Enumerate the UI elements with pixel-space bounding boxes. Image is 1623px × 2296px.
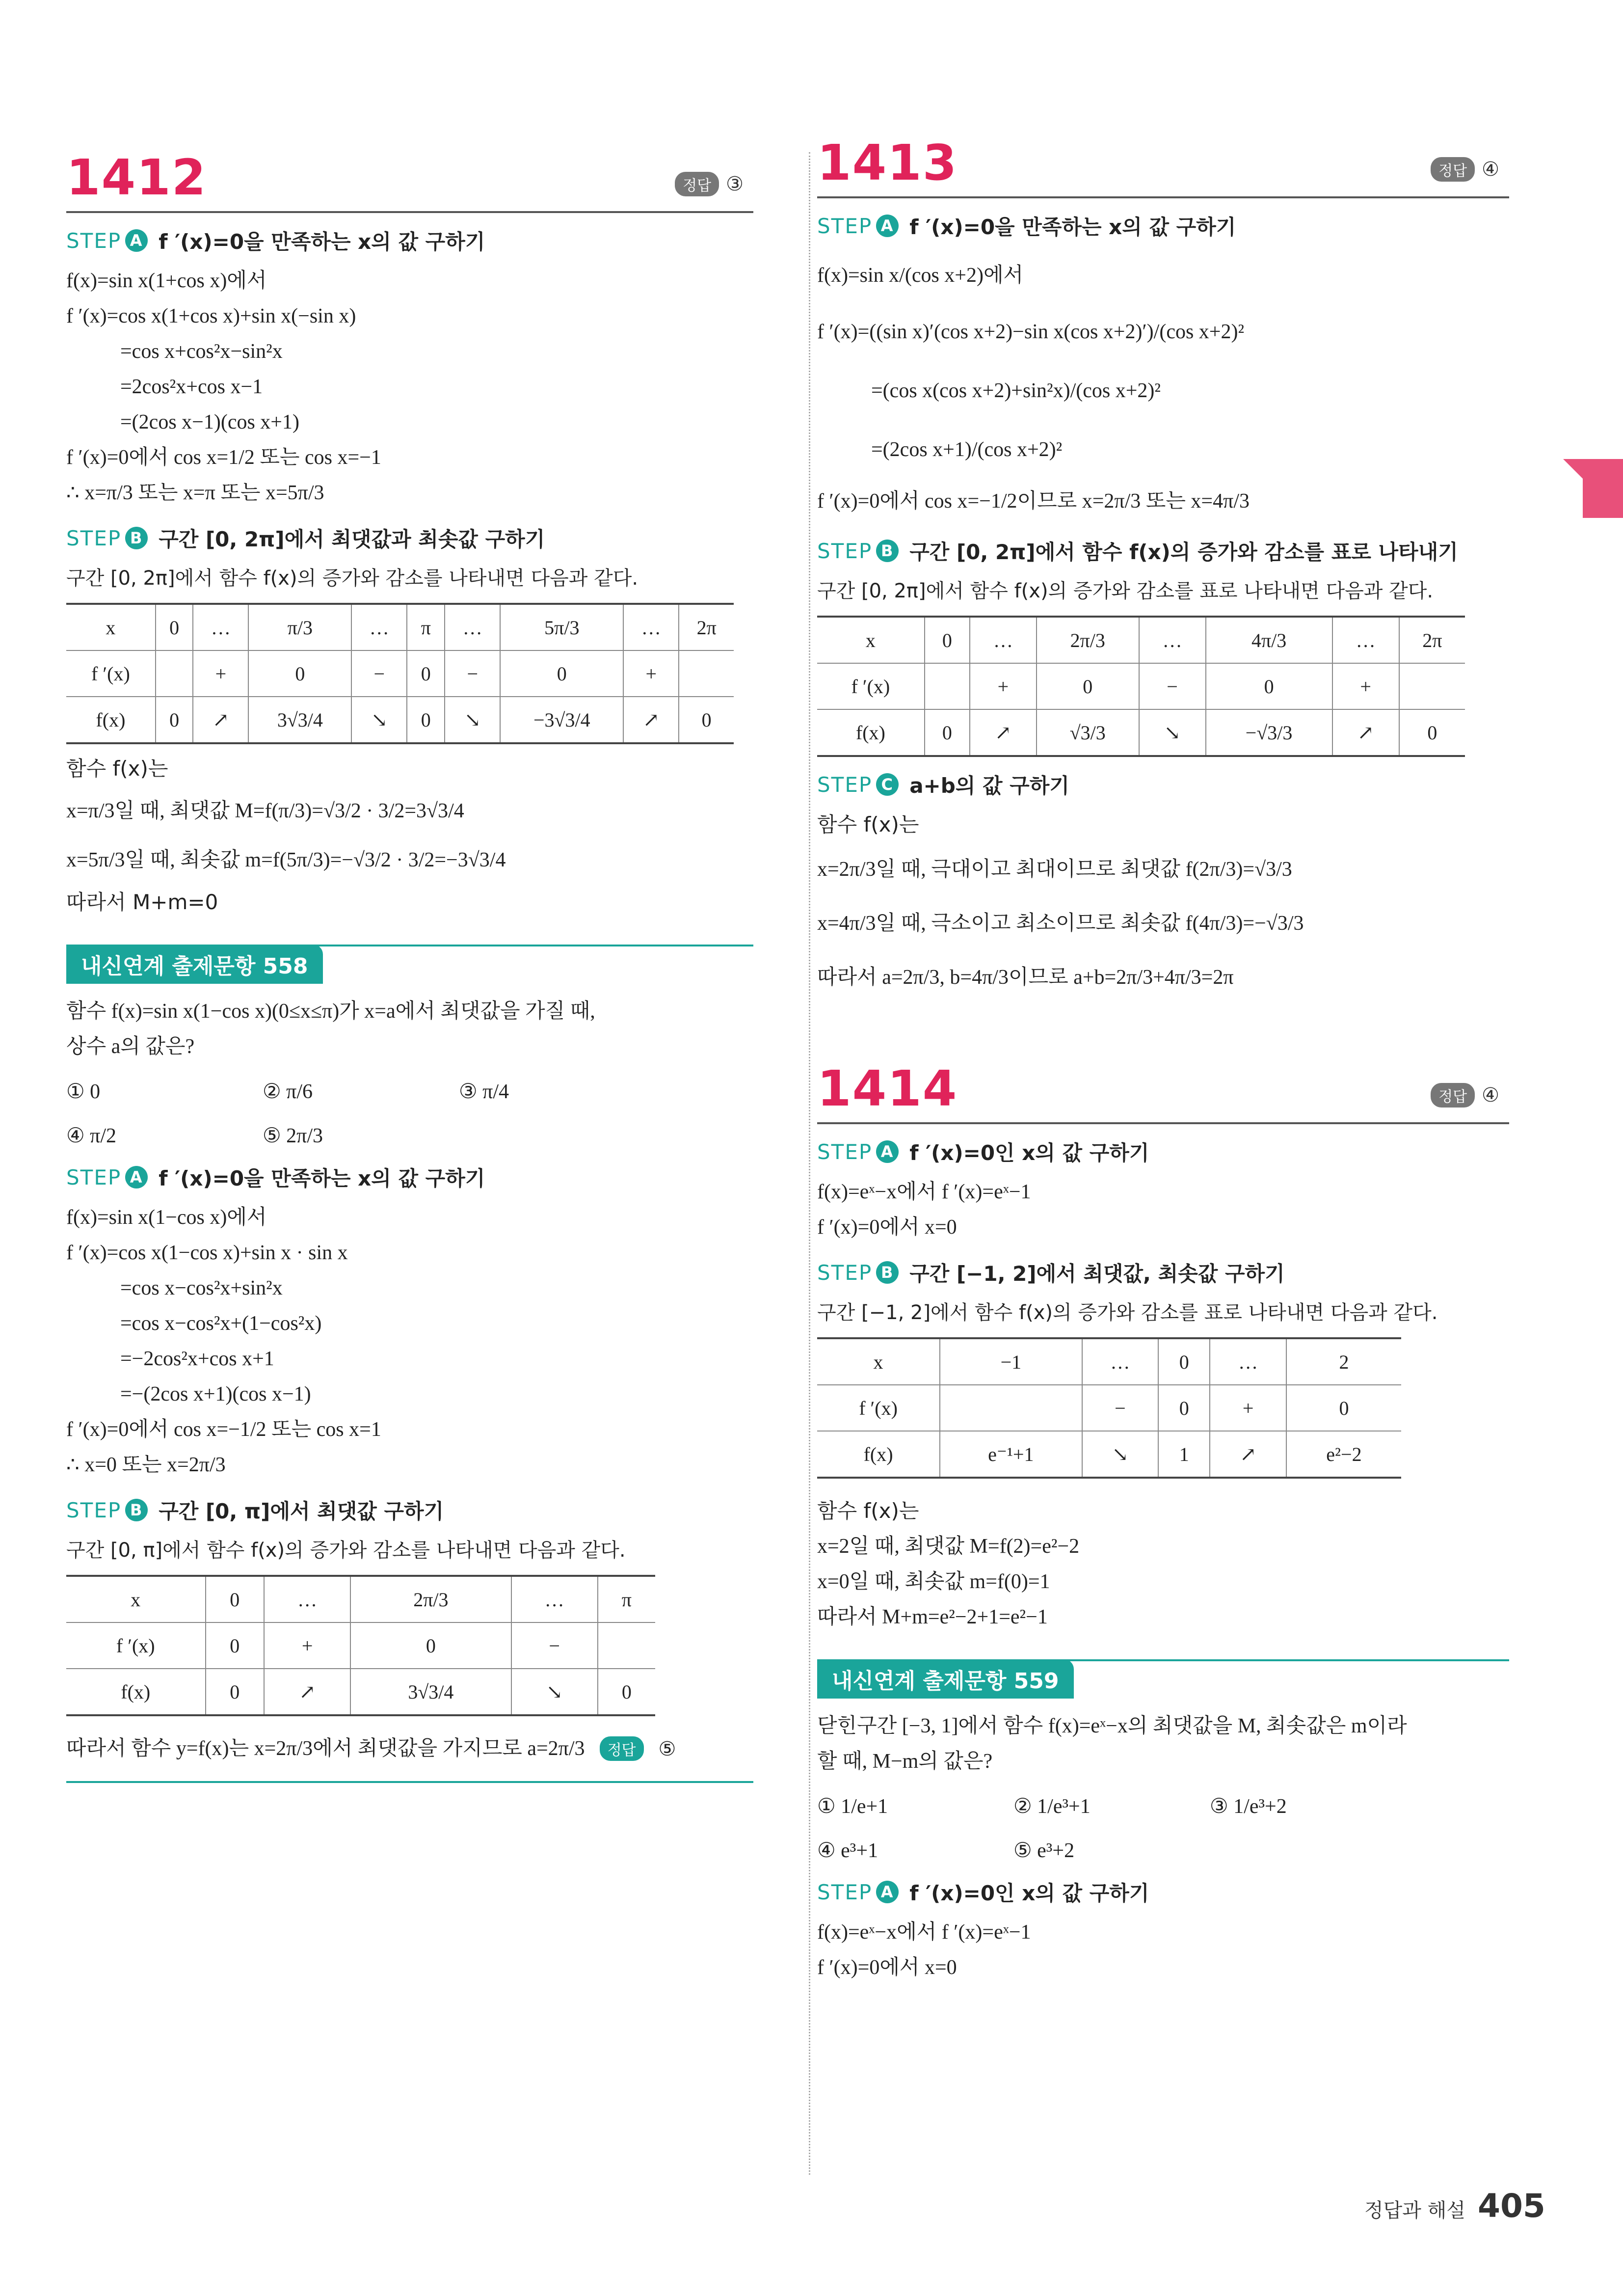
answer-value: ④ bbox=[1482, 158, 1499, 181]
step-a-heading: STEP A f ′(x)=0을 만족하는 x의 값 구하기 bbox=[817, 214, 1236, 239]
page-footer bbox=[1364, 2187, 1545, 2225]
variation-table-1414: x −1 … 0 … 2 f ′(x) − 0 + 0 f(x) e⁻¹+1 ↘ 1 ↗ e²−2 bbox=[817, 1337, 1401, 1479]
choice[interactable]: ③ π/4 bbox=[459, 1080, 509, 1103]
answer-value: ⑤ bbox=[658, 1737, 676, 1760]
choice[interactable]: ② π/6 bbox=[263, 1080, 313, 1103]
answer-label: 정답 bbox=[1431, 157, 1475, 182]
answer-box bbox=[1431, 157, 1499, 182]
answer-box bbox=[1431, 1083, 1499, 1107]
step-a-body-1414: f(x)=eˣ−x에서 f ′(x)=eˣ−1 f ′(x)=0에서 x=0 bbox=[817, 1181, 1031, 1239]
step-a-body: f(x)=sin x(1+cos x)에서 f ′(x)=cos x(1+cos x)+sin x(−sin x) =cos x+cos²x−sin²x =2cos²x+cos x−1 =(2cos x−1)(cos x+1) f ′(x)=0에서 cos x=1/2 또는 cos x=−1 ∴ x=π/3 또는 x=π 또는 x=5π/3 bbox=[66, 270, 381, 504]
step-c-heading: STEP C a+b의 값 구하기 bbox=[817, 772, 1069, 798]
section-divider bbox=[66, 1781, 753, 1783]
step-a-heading-1414: STEP A f ′(x)=0인 x의 값 구하기 bbox=[817, 1139, 1149, 1165]
footer-label: 정답과 해설 bbox=[1364, 2199, 1465, 2222]
step-b-heading: STEP B 구간 [0, 2π]에서 최댓값과 최솟값 구하기 bbox=[66, 526, 545, 551]
left-column bbox=[66, 147, 753, 1783]
column-separator bbox=[809, 152, 810, 2175]
conclusion-1414: 함수 f(x)는 x=2일 때, 최댓값 M=f(2)=e²−2 x=0일 때, 최솟값 m=f(0)=1 따라서 M+m=e²−2+1=e²−1 bbox=[817, 1499, 1080, 1628]
problem-number: 1412 bbox=[66, 149, 207, 206]
choice[interactable]: ⑤ 2π/3 bbox=[263, 1125, 323, 1147]
conclusion-1412: 함수 f(x)는 x=π/3일 때, 최댓값 M=f(π/3)=√3/2 · 3/2=3√3/4 x=5π/3일 때, 최솟값 m=f(5π/3)=−√3/2 · 3/2=−3√3/4 따라서 M+m=0 bbox=[66, 756, 506, 914]
step-a-body: f(x)=sin x/(cos x+2)에서 f ′(x)=((sin x)′(cos x+2)−sin x(cos x+2)′)/(cos x+2)² =(cos x(cos x+2)+sin²x)/(cos x+2)² =(2cos x+1)/(cos x+2)² f ′(x)=0에서 cos x=−1/2이므로 x=2π/3 또는 x=4π/3 bbox=[817, 264, 1250, 513]
related-problem-banner-559: 내신연계 출제문항 559 bbox=[817, 1654, 1509, 1699]
question-558: 함수 f(x)=sin x(1−cos x)(0≤x≤π)가 x=a에서 최댓값을 가질 때, 상수 a의 값은? bbox=[66, 1000, 595, 1058]
variation-table-558: x 0 … 2π/3 … π f ′(x) 0 + 0 − f(x) 0 ↗ 3√3/4 ↘ 0 bbox=[66, 1575, 655, 1716]
step-a-heading-559: STEP A f ′(x)=0인 x의 값 구하기 bbox=[817, 1880, 1149, 1905]
answer-label: 정답 bbox=[675, 172, 719, 196]
chapter-side-tab bbox=[1583, 459, 1623, 518]
step-b-intro: 구간 [0, 2π]에서 함수 f(x)의 증가와 감소를 표로 나타내면 다음과 같다. bbox=[817, 580, 1434, 602]
problem-header-1413 bbox=[817, 133, 1509, 198]
answer-label: 정답 bbox=[1431, 1083, 1475, 1107]
choice[interactable]: ② 1/e³+1 bbox=[1013, 1795, 1091, 1818]
choice[interactable]: ④ π/2 bbox=[66, 1125, 117, 1147]
choice[interactable]: ③ 1/e³+2 bbox=[1210, 1795, 1287, 1818]
step-a-heading-558: STEP A f ′(x)=0을 만족하는 x의 값 구하기 bbox=[66, 1165, 485, 1190]
problem-header-1414 bbox=[817, 1058, 1509, 1124]
page-number: 405 bbox=[1478, 2187, 1545, 2225]
choice[interactable]: ① 1/e+1 bbox=[817, 1795, 888, 1818]
answer-label: 정답 bbox=[600, 1736, 644, 1761]
step-b-heading: STEP B 구간 [0, 2π]에서 함수 f(x)의 증가와 감소를 표로 나타내기 bbox=[817, 539, 1458, 564]
step-a-body-558: f(x)=sin x(1−cos x)에서 f ′(x)=cos x(1−cos x)+sin x · sin x =cos x−cos²x+sin²x =cos x−cos²x+(1−cos²x) =−2cos²x+cos x+1 =−(2cos x+1)(cos x−1) f ′(x)=0에서 cos x=−1/2 또는 cos x=1 ∴ x=0 또는 x=2π/3 bbox=[66, 1206, 381, 1476]
step-a-heading: STEP A f ′(x)=0을 만족하는 x의 값 구하기 bbox=[66, 228, 485, 254]
choices-559 bbox=[817, 1794, 1509, 1863]
step-b-intro-558: 구간 [0, π]에서 함수 f(x)의 증가와 감소를 나타내면 다음과 같다. bbox=[66, 1539, 626, 1562]
answer-value: ③ bbox=[726, 173, 744, 195]
question-559: 닫힌구간 [−3, 1]에서 함수 f(x)=eˣ−x의 최댓값을 M, 최솟값은 m이라 할 때, M−m의 값은? bbox=[817, 1715, 1407, 1773]
step-b-heading-558: STEP B 구간 [0, π]에서 최댓값 구하기 bbox=[66, 1498, 444, 1523]
problem-number: 1414 bbox=[817, 1060, 958, 1117]
step-b-heading-1414: STEP B 구간 [−1, 2]에서 최댓값, 최솟값 구하기 bbox=[817, 1260, 1285, 1286]
choices-558 bbox=[66, 1079, 753, 1148]
final-558: 따라서 함수 y=f(x)는 x=2π/3에서 최댓값을 가지므로 a=2π/3 정답 ⑤ bbox=[66, 1737, 676, 1760]
problem-number: 1413 bbox=[817, 134, 958, 191]
choice[interactable]: ④ e³+1 bbox=[817, 1839, 878, 1862]
variation-table-1413: x 0 … 2π/3 … 4π/3 … 2π f ′(x) + 0 − 0 + f(x) 0 ↗ √3/3 ↘ −√3/3 ↗ 0 bbox=[817, 616, 1465, 757]
step-b-intro-1414: 구간 [−1, 2]에서 함수 f(x)의 증가와 감소를 표로 나타내면 다음과 같다. bbox=[817, 1301, 1438, 1324]
choice[interactable]: ⑤ e³+2 bbox=[1013, 1839, 1075, 1862]
right-column bbox=[817, 133, 1509, 1985]
answer-box bbox=[675, 172, 744, 196]
step-b-intro: 구간 [0, 2π]에서 함수 f(x)의 증가와 감소를 나타내면 다음과 같다. bbox=[66, 567, 639, 590]
choice[interactable]: ① 0 bbox=[66, 1080, 101, 1103]
related-problem-banner-558: 내신연계 출제문항 558 bbox=[66, 940, 753, 984]
variation-table-1412: x 0 … π/3 … π … 5π/3 … 2π f ′(x) + 0 − 0 − 0 + f(x) 0 ↗ 3√3/4 ↘ 0 ↘ −3√3/4 ↗ 0 bbox=[66, 603, 734, 744]
step-a-body-559: f(x)=eˣ−x에서 f ′(x)=eˣ−1 f ′(x)=0에서 x=0 bbox=[817, 1921, 1031, 1979]
step-c-body: 함수 f(x)는 x=2π/3일 때, 극대이고 최대이므로 최댓값 f(2π/3)=√3/3 x=4π/3일 때, 극소이고 최소이므로 최솟값 f(4π/3)=−√3/3 따라서 a=2π/3, b=4π/3이므로 a+b=2π/3+4π/3=2π bbox=[817, 812, 1304, 989]
problem-header-1412 bbox=[66, 147, 753, 213]
answer-value: ④ bbox=[1482, 1084, 1499, 1107]
